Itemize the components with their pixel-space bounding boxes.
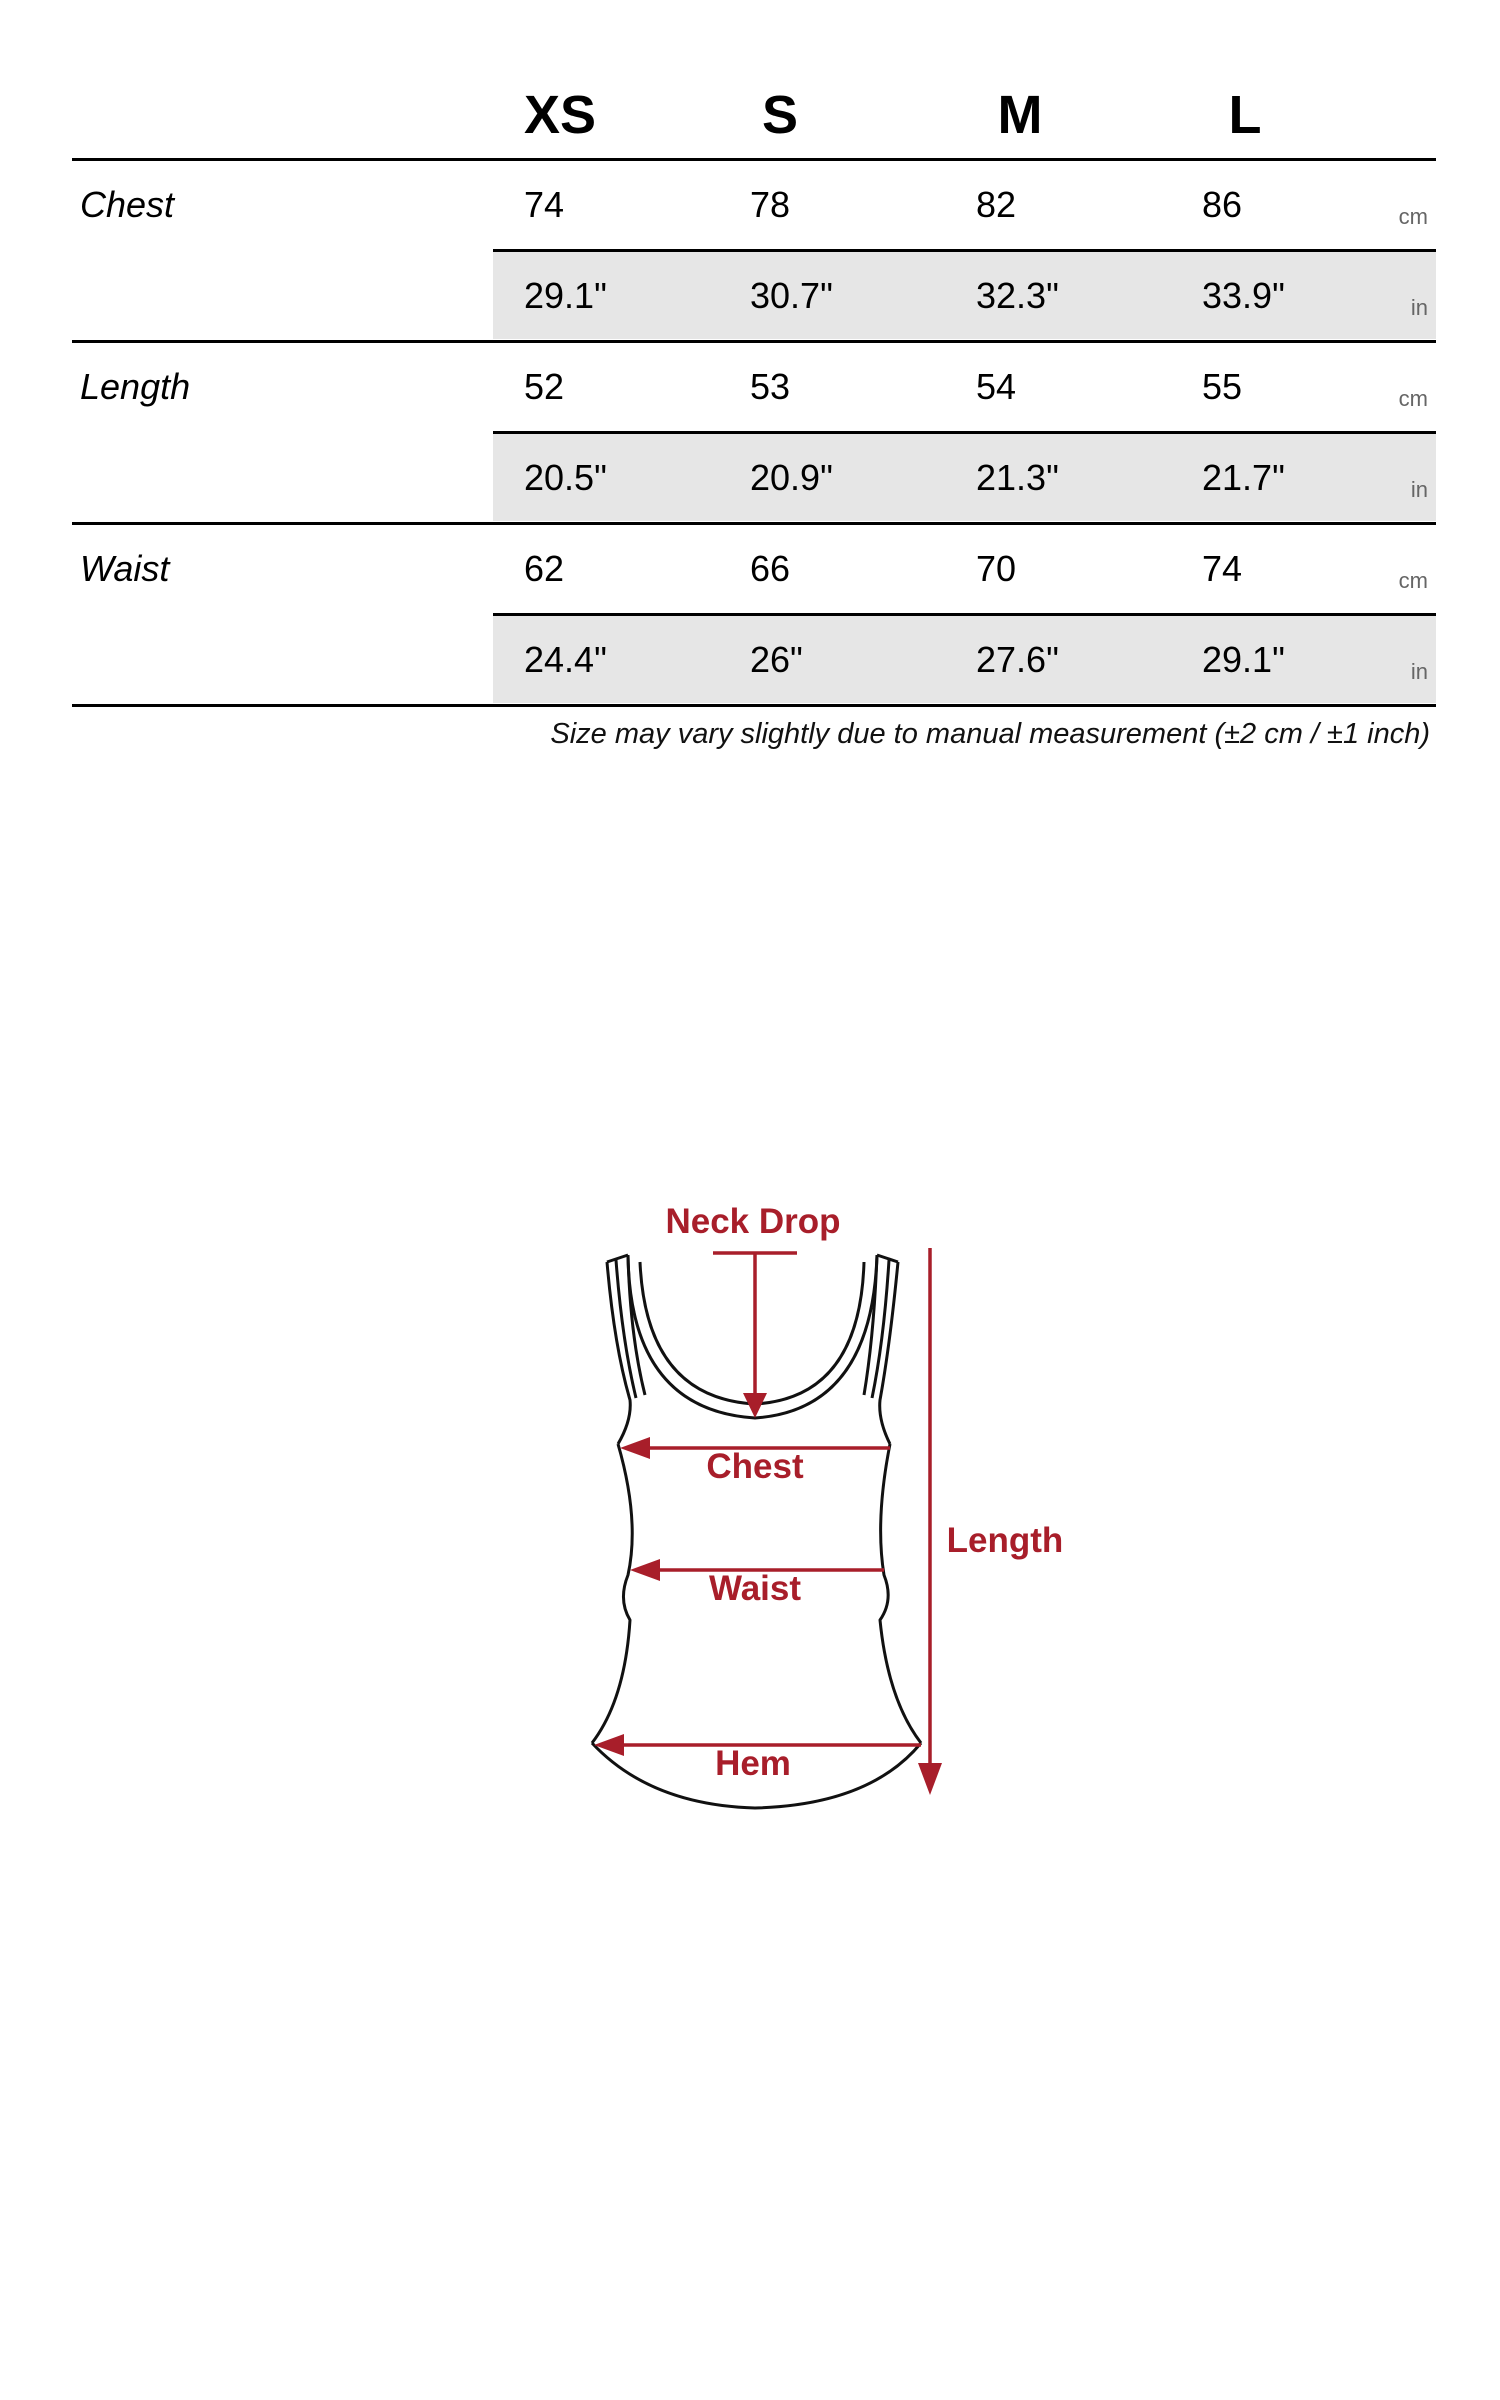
unit-length-cm: cm <box>1398 386 1428 411</box>
size-header-m: M <box>997 85 1043 145</box>
size-header-s: S <box>761 85 799 145</box>
row-label-chest: Chest <box>80 184 175 225</box>
cell-chest-cm-m: 82 <box>976 184 1017 225</box>
length-arrowhead <box>918 1763 942 1795</box>
cell-chest-in-m: 32.3" <box>976 275 1059 316</box>
hem-label: Hem <box>715 1744 791 1783</box>
cell-length-cm-m: 54 <box>976 366 1017 407</box>
row-label-length: Length <box>80 366 191 407</box>
cell-chest-in-l: 33.9" <box>1202 275 1285 316</box>
neck-drop-label: Neck Drop <box>665 1202 841 1241</box>
measurement-note: Size may vary slightly due to manual measurement (±2 cm / ±1 inch) <box>550 718 1430 750</box>
cell-length-cm-l: 55 <box>1202 366 1243 407</box>
cell-chest-in-s: 30.7" <box>750 275 833 316</box>
cell-chest-cm-xs: 74 <box>524 184 565 225</box>
cell-length-cm-xs: 52 <box>524 366 565 407</box>
unit-waist-cm: cm <box>1398 568 1428 593</box>
cell-length-in-s: 20.9" <box>750 457 833 498</box>
chest-arrowhead <box>620 1437 650 1459</box>
cell-waist-in-s: 26" <box>750 639 803 680</box>
cell-chest-cm-l: 86 <box>1202 184 1243 225</box>
unit-waist-in: in <box>1410 659 1428 684</box>
cell-waist-cm-m: 70 <box>976 548 1017 589</box>
size-header-l: L <box>1228 85 1262 145</box>
cell-waist-cm-l: 74 <box>1202 548 1243 589</box>
neck-drop-arrowhead <box>743 1393 767 1418</box>
waist-label: Waist <box>708 1569 802 1608</box>
chest-label: Chest <box>706 1447 804 1486</box>
cell-length-in-xs: 20.5" <box>524 457 607 498</box>
length-label: Length <box>946 1521 1064 1560</box>
size-header-xs: XS <box>523 85 597 145</box>
hem-arrowhead <box>594 1734 624 1756</box>
unit-chest-cm: cm <box>1398 204 1428 229</box>
cell-waist-in-xs: 24.4" <box>524 639 607 680</box>
waist-arrowhead <box>630 1559 660 1581</box>
cell-chest-in-xs: 29.1" <box>524 275 607 316</box>
unit-chest-in: in <box>1410 295 1428 320</box>
cell-chest-cm-s: 78 <box>750 184 791 225</box>
cell-length-cm-s: 53 <box>750 366 791 407</box>
cell-waist-in-m: 27.6" <box>976 639 1059 680</box>
cell-waist-cm-s: 66 <box>750 548 791 589</box>
cell-waist-cm-xs: 62 <box>524 548 565 589</box>
cell-length-in-m: 21.3" <box>976 457 1059 498</box>
cell-waist-in-l: 29.1" <box>1202 639 1285 680</box>
cell-length-in-l: 21.7" <box>1202 457 1285 498</box>
unit-length-in: in <box>1410 477 1428 502</box>
row-label-waist: Waist <box>80 548 170 589</box>
